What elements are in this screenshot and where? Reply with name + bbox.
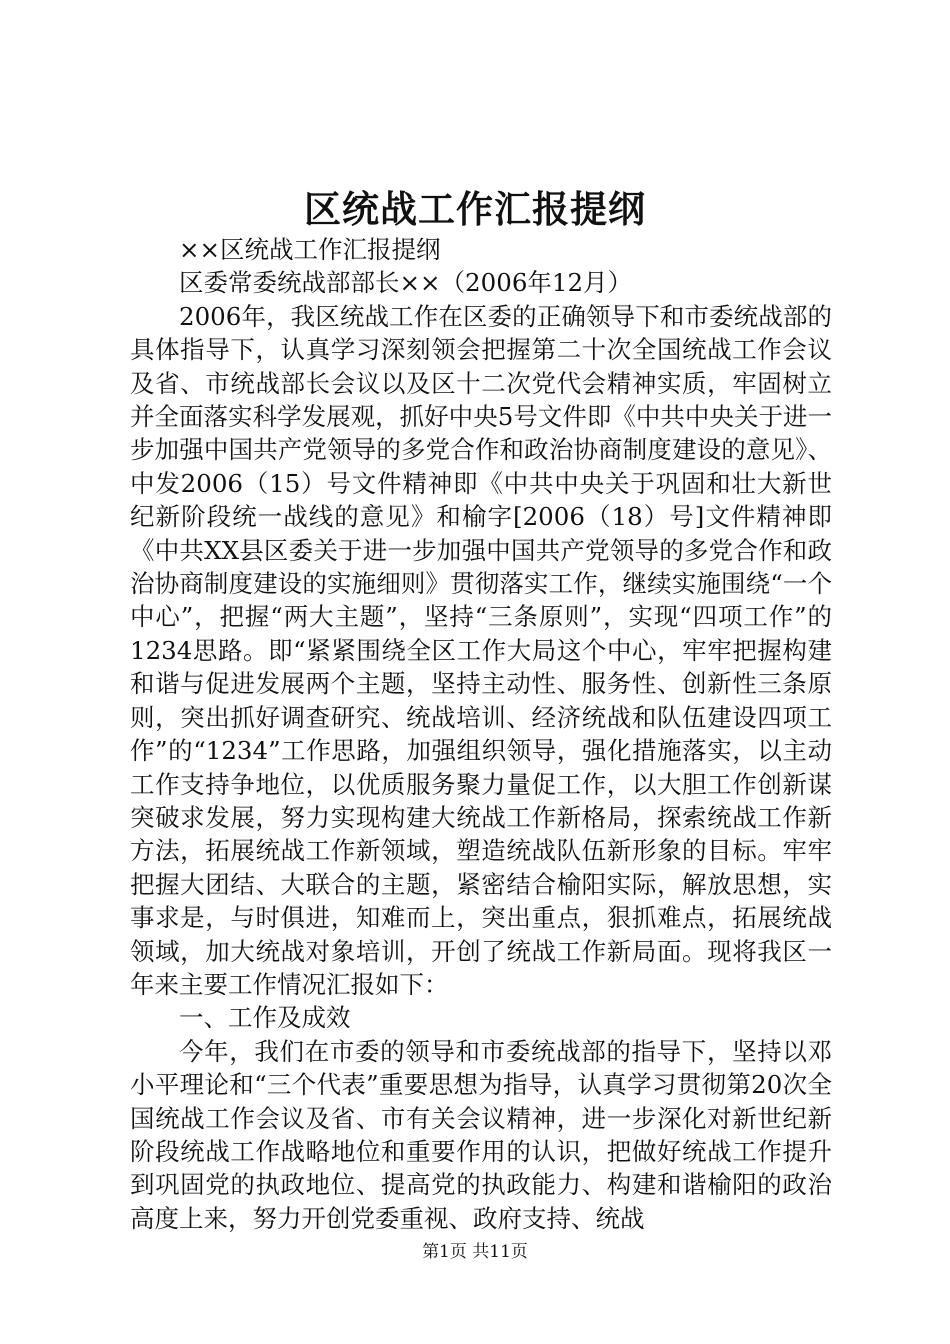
section-paragraph: 今年，我们在市委的领导和市委统战部的指导下，坚持以邓小平理论和“三个代表”重要思想为指导，认真学习贯彻第20次全国统战工作会议及省、市有关会议精神，进一步深化对新世纪新阶段统战工作战略地位和重要作用的认识，把做好统战工作提升到巩固党的执政地位、提高党的执政能力、构建和谐榆阳的政治高度上来，努力开创党委重视、政府支持、统战 [130,1036,832,1233]
author-line: 区委常委统战部部长××（2006年12月） [179,268,633,298]
document-body [130,233,832,1235]
document-title: 区统战工作汇报提纲 [304,187,646,231]
section-heading: 一、工作及成效 [179,1003,351,1033]
page-footer: 第1页 共11页 [422,1242,528,1262]
intro-paragraph: 2006年，我区统战工作在区委的正确领导下和市委统战部的具体指导下，认真学习深刻领会把握第二十次全国统战工作会议及省、市统战部长会议以及区十二次党代会精神实质，牢固树立并全面落实科学发展观，抓好中央5号文件即《中共中央关于进一步加强中国共产党领导的多党合作和政治协商制度建设的意见》、中发2006（15）号文件精神即《中共中央关于巩固和壮大新世纪新阶段统一战线的意见》和榆字[2006（18）号]文件精神即《中共XX县区委关于进一步加强中国共产党领导的多党合作和政治协商制度建设的实施细则》贯彻落实工作，继续实施围绕“一个中心”，把握“两大主题”，坚持“三条原则”，实现“四项工作”的1234思路。即“紧紧围绕全区工作大局这个中心，牢牢把握构建和谐与促进发展两个主题，坚持主动性、服务性、创新性三条原则，突出抓好调查研究、统战培训、经济统战和队伍建设四项工作”的“1234”工作思路，加强组织领导，强化措施落实，以主动工作支持争地位，以优质服务聚力量促工作，以大胆工作创新谋突破求发展，努力实现构建大统战工作新格局，探索统战工作新方法，拓展统战工作新领域，塑造统战队伍新形象的目标。牢牢把握大团结、大联合的主题，紧密结合榆阳实际，解放思想，实事求是，与时俱进，知难而上，突出重点，狠抓难点，拓展统战领域，加大统战对象培训，开创了统战工作新局面。现将我区一年来主要工作情况汇报如下： [130,301,832,999]
report-subtitle: ××区统战工作汇报提纲 [179,235,441,264]
